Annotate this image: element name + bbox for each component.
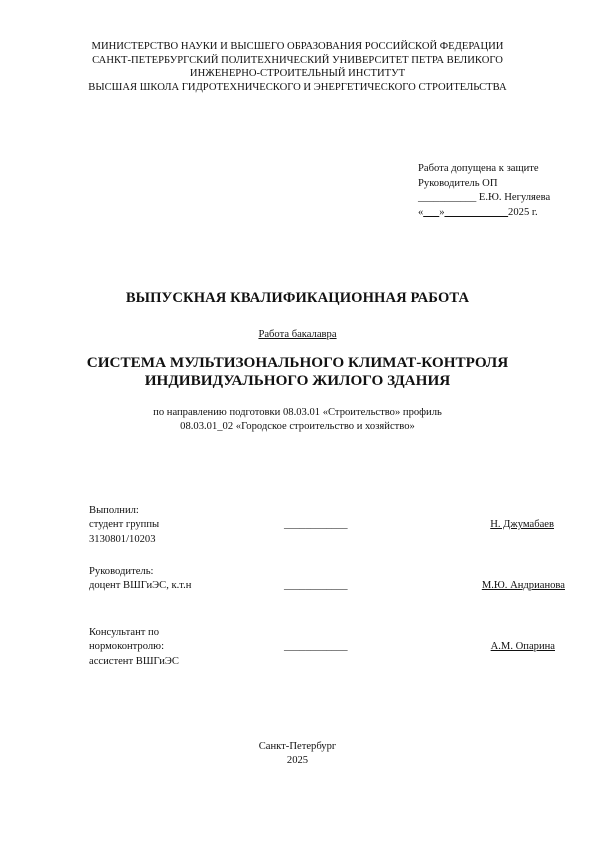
date-close-quote: » <box>439 207 445 219</box>
supervisor-role: Руководитель: <box>89 566 154 577</box>
approval-head-label: Руководитель ОП <box>418 177 498 189</box>
institute-line: ИНЖЕНЕРНО-СТРОИТЕЛЬНЫЙ ИНСТИТУТ <box>189 68 406 80</box>
approval-admitted-label: Работа допущена к защите <box>418 163 539 174</box>
consultant-block <box>89 626 179 669</box>
supervisor-block <box>89 565 191 594</box>
performer-signature-line: ____________ <box>284 519 348 530</box>
approval-block <box>418 162 550 221</box>
date-year: 2025 г. <box>508 207 538 219</box>
supervisor-signature-line: ____________ <box>284 580 348 591</box>
university-line: САНКТ-ПЕТЕРБУРГСКИЙ ПОЛИТЕХНИЧЕСКИЙ УНИВЕРСИТЕТ ПЕТРА ВЕЛИКОГО <box>92 54 503 66</box>
consultant-area: нормоконтролю: <box>89 641 165 653</box>
work-type-row <box>0 324 595 342</box>
date-day-blank: ___ <box>423 207 440 219</box>
date-month-blank: ____________ <box>444 207 509 219</box>
footer <box>0 740 595 769</box>
performer-group-label: студент группы <box>89 519 160 531</box>
direction-line-1: по направлению подготовки 08.03.01 «Строительство» профиль <box>153 407 442 418</box>
performer-group-number: 3130801/10203 <box>89 533 156 545</box>
performer-name: Н. Джумабаев <box>490 519 554 530</box>
approval-signature-row <box>418 191 550 206</box>
study-direction <box>0 406 595 435</box>
consultant-role: Консультант по <box>89 627 159 638</box>
work-type: Работа бакалавра <box>258 329 337 340</box>
approval-sign-blank: ___________ <box>418 192 477 204</box>
consultant-name: А.М. Опарина <box>490 641 555 652</box>
performer-role: Выполнил: <box>89 505 139 516</box>
consultant-signature-line: ____________ <box>284 641 348 652</box>
school-line: ВЫСШАЯ ШКОЛА ГИДРОТЕХНИЧЕСКОГО И ЭНЕРГЕТИЧЕСКОГО СТРОИТЕЛЬСТВА <box>88 81 507 93</box>
topic-line-1: СИСТЕМА МУЛЬТИЗОНАЛЬНОГО КЛИМАТ-КОНТРОЛЯ <box>86 354 509 371</box>
direction-line-2: 08.03.01_02 «Городское строительство и хозяйство» <box>180 421 415 433</box>
thesis-topic <box>0 354 595 389</box>
year: 2025 <box>286 755 309 767</box>
ministry-header <box>0 40 595 94</box>
supervisor-position: доцент ВШГиЭС, к.т.н <box>89 580 192 592</box>
topic-line-2: ИНДИВИДУАЛЬНОГО ЖИЛОГО ЗДАНИЯ <box>144 371 451 389</box>
city: Санкт-Петербург <box>258 741 337 752</box>
supervisor-name: М.Ю. Андрианова <box>481 580 565 591</box>
date-open-quote: « <box>418 207 424 219</box>
approval-date-row <box>418 206 550 221</box>
document-title: ВЫПУСКНАЯ КВАЛИФИКАЦИОННАЯ РАБОТА <box>125 290 470 306</box>
consultant-position: ассистент ВШГиЭС <box>89 655 179 667</box>
approval-supervisor-name: Е.Ю. Негуляева <box>476 192 551 204</box>
ministry-line: МИНИСТЕРСТВО НАУКИ И ВЫСШЕГО ОБРАЗОВАНИЯ РОССИЙСКОЙ ФЕДЕРАЦИИ <box>91 41 504 52</box>
performer-block <box>89 504 159 547</box>
